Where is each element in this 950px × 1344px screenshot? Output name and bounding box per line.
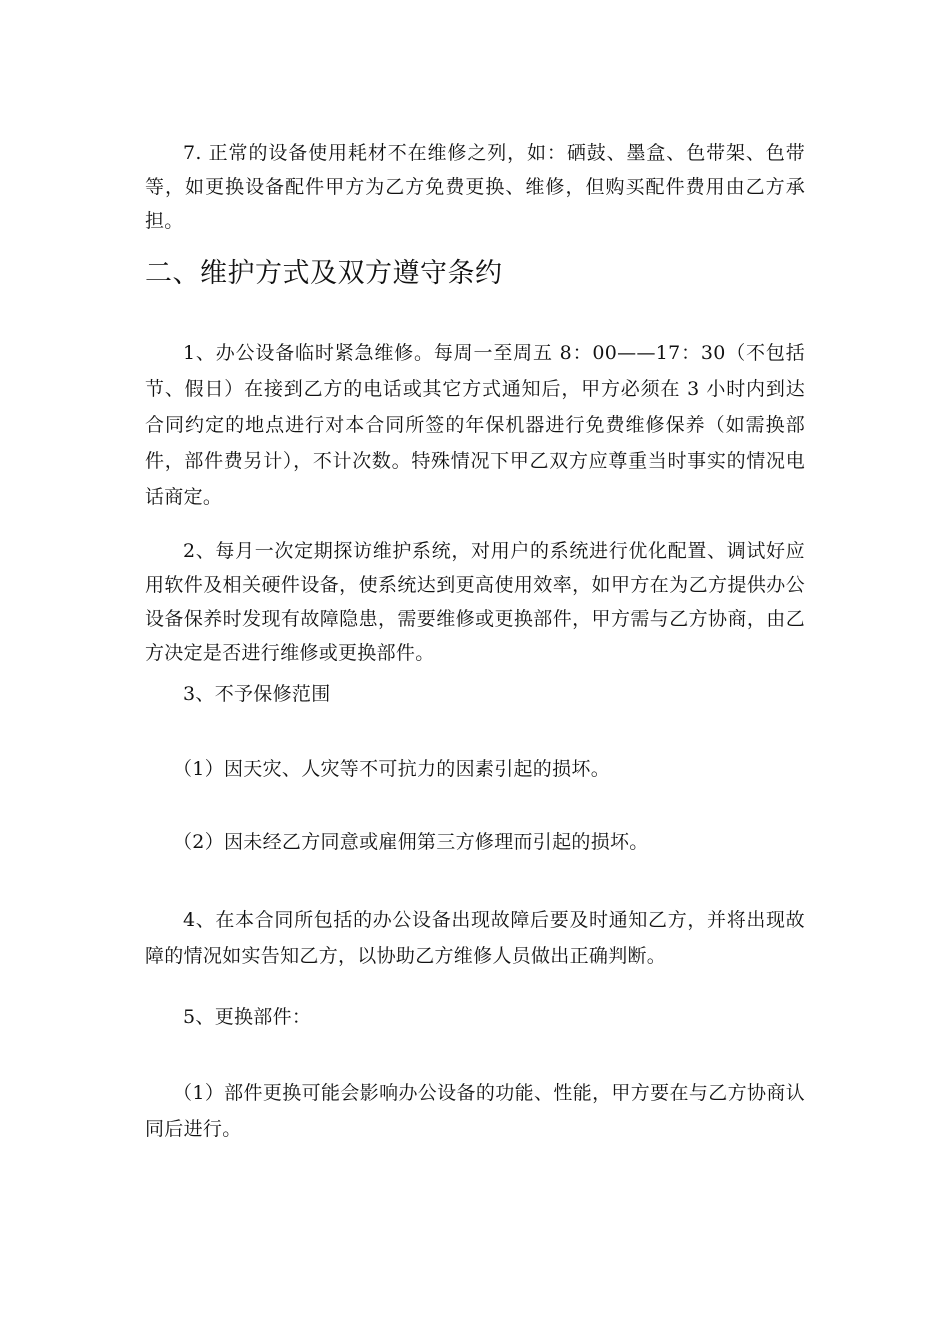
paragraph-replace-parts-title: 5、更换部件： — [183, 1006, 312, 1028]
paragraph-consumables: 7. 正常的设备使用耗材不在维修之列，如：硒鼓、墨盒、色带架、色带等，如更换设备配件甲方为乙方免费更换、维修，但购买配件费用由乙方承担。 — [145, 142, 805, 232]
paragraph-monthly-visit: 2、每月一次定期探访维护系统，对用户的系统进行优化配置、调试好应用软件及相关硬件设备，使系统达到更高使用效率，如甲方在为乙方提供办公设备保养时发现有故障隐患，需要维修或更换部件，甲方需与乙方协商，由乙方决定是否进行维修或更换部件。 — [145, 540, 805, 664]
paragraph-replace-parts-1: （1）部件更换可能会影响办公设备的功能、性能，甲方要在与乙方协商认同后进行。 — [145, 1082, 805, 1140]
paragraph-exclusion-1: （1）因天灾、人灾等不可抗力的因素引起的损坏。 — [173, 758, 610, 780]
paragraph-exclusions-title: 3、不予保修范围 — [183, 683, 331, 705]
paragraph-exclusion-2: （2）因未经乙方同意或雇佣第三方修理而引起的损坏。 — [173, 831, 649, 853]
paragraph-fault-notice: 4、在本合同所包括的办公设备出现故障后要及时通知乙方，并将出现故障的情况如实告知乙方，以协助乙方维修人员做出正确判断。 — [145, 909, 805, 967]
section-heading-maintenance: 二、维护方式及双方遵守条约 — [145, 258, 503, 289]
paragraph-emergency-repair: 1、办公设备临时紧急维修。每周一至周五 8：00——17：30（不包括节、假日）在接到乙方的电话或其它方式通知后，甲方必须在 3 小时内到达合同约定的地点进行对本合同所签的年保机器进行免费维修保养（如需换部件，部件费另计），不计次数。特殊情况下甲乙双方应尊重当时事实的情况电话商定。 — [145, 342, 805, 508]
